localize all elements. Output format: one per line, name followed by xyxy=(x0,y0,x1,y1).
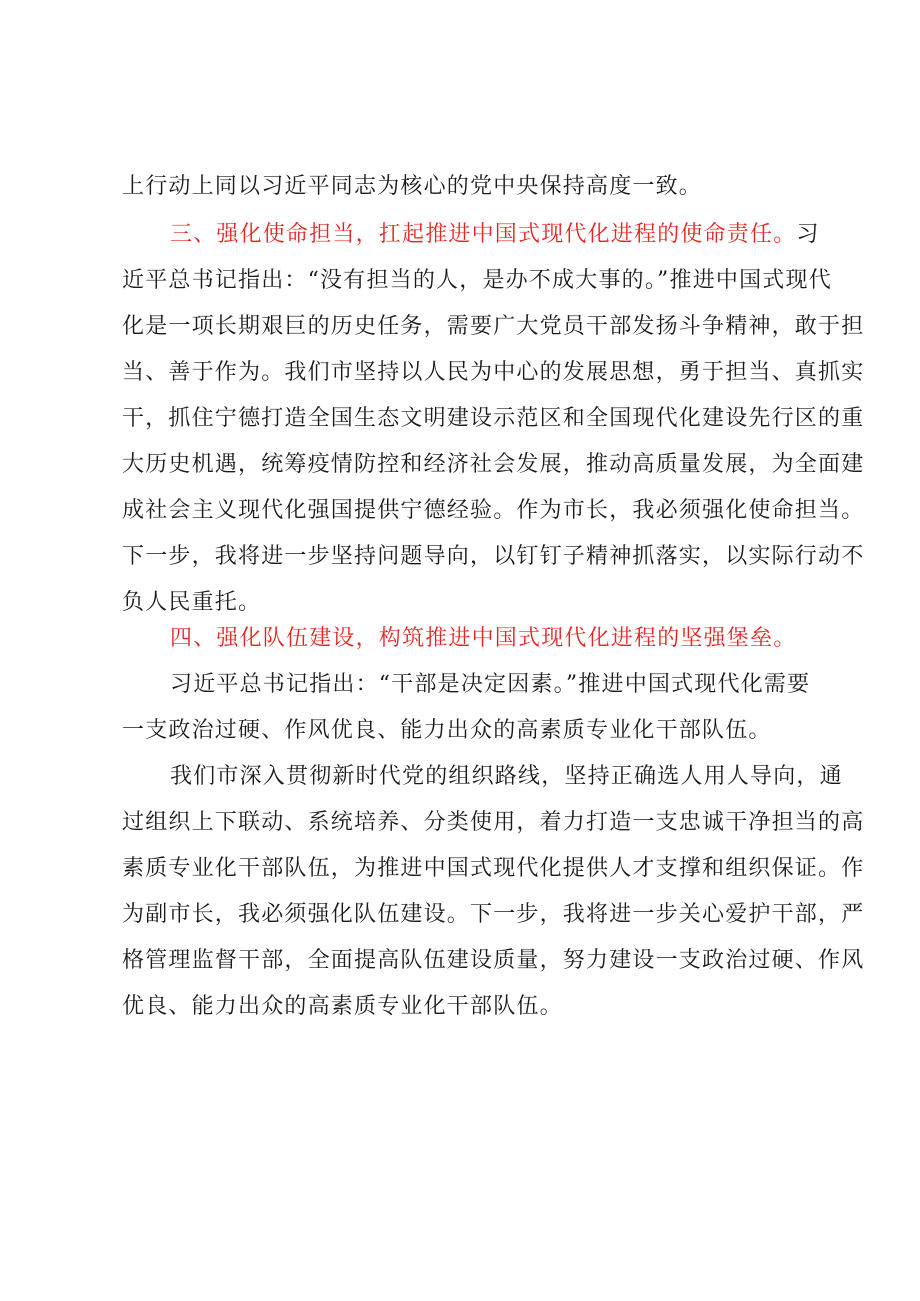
paragraph-line: 素质专业化干部队伍，为推进中国式现代化提供人才支撑和组织保证。作 xyxy=(122,856,865,881)
paragraph-line: 一支政治过硬、作风优良、能力出众的高素质专业化干部队伍。 xyxy=(122,718,772,743)
paragraph-line: 大历史机遇，统筹疫情防控和经济社会发展，推动高质量发展，为全面建 xyxy=(122,452,865,477)
paragraph-line: 当、善于作为。我们市坚持以人民为中心的发展思想，勇于担当、真抓实 xyxy=(122,360,865,385)
paragraph-line: 近平总书记指出：“没有担当的人，是办不成大事的。”推进中国式现代 xyxy=(122,268,832,293)
paragraph-line: 我们市深入贯彻新时代党的组织路线，坚持正确选人用人导向，通 xyxy=(170,764,843,789)
paragraph-line: 负人民重托。 xyxy=(122,590,262,615)
section-4-heading: 四、强化队伍建设，构筑推进中国式现代化进程的坚强堡垒。 xyxy=(170,626,797,651)
paragraph-line: 格管理监督干部，全面提高队伍建设质量，努力建设一支政治过硬、作风 xyxy=(122,948,865,973)
paragraph-line: 化是一项长期艰巨的历史任务，需要广大党员干部发扬斗争精神，敢于担 xyxy=(122,314,865,339)
paragraph-line: 为副市长，我必须强化队伍建设。下一步，我将进一步关心爱护干部，严 xyxy=(122,902,865,927)
section-3-heading-line xyxy=(170,220,820,250)
paragraph-line: 下一步，我将进一步坚持问题导向，以钉钉子精神抓落实，以实际行动不 xyxy=(122,544,865,569)
paragraph-line: 上行动上同以习近平同志为核心的党中央保持高度一致。 xyxy=(122,174,703,199)
paragraph-line: 过组织上下联动、系统培养、分类使用，着力打造一支忠诚干净担当的高 xyxy=(122,810,865,835)
paragraph-line: 优良、能力出众的高素质专业化干部队伍。 xyxy=(122,994,563,1019)
paragraph-line: 干，抓住宁德打造全国生态文明建设示范区和全国现代化建设先行区的重 xyxy=(122,406,865,431)
paragraph-line: 成社会主义现代化强国提供宁德经验。作为市长，我必须强化使命担当。 xyxy=(122,498,865,523)
section-3-heading: 三、强化使命担当，扛起推进中国式现代化进程的使命责任。 xyxy=(170,222,797,247)
section-3-heading-tail: 习 xyxy=(796,222,820,247)
paragraph-line: 习近平总书记指出：“干部是决定因素。”推进中国式现代化需要 xyxy=(170,672,811,697)
